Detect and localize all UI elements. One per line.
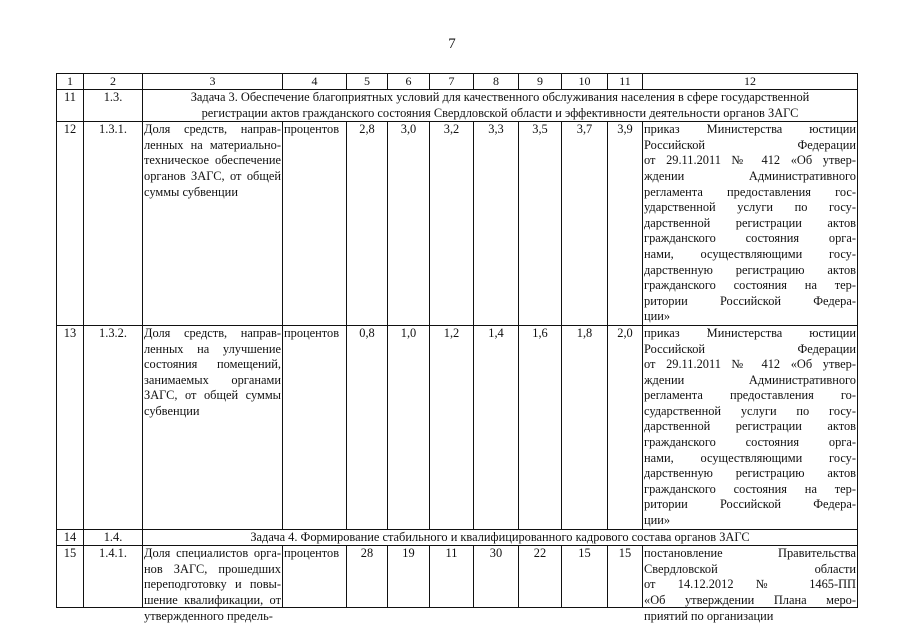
source-document-line: ударственной услуги по госу- xyxy=(644,200,856,215)
source-document-line: ритории Российской Федера- xyxy=(644,497,856,512)
column-number-cell: 11 xyxy=(608,74,643,90)
value-cell: 28 xyxy=(347,546,388,608)
column-number-cell: 1 xyxy=(57,74,84,90)
indicator-name-line: нов ЗАГС, прошедших xyxy=(144,561,281,576)
row-number-cell: 11 xyxy=(57,90,84,122)
indicator-name-line: шение квалификации, от xyxy=(144,593,281,607)
indicator-name-line: техническое обеспечение xyxy=(144,153,281,168)
column-number-cell: 12 xyxy=(643,74,858,90)
task-title-line: регистрации актов гражданского состояния Свердловской области и эффективности деятельности органов ЗАГС xyxy=(201,105,799,120)
row-code-cell: 1.4.1. xyxy=(84,546,143,608)
value-cell: 15 xyxy=(608,546,643,608)
value-cell: 2,0 xyxy=(608,325,643,529)
row-code-cell: 1.4. xyxy=(84,529,143,546)
value-cell: 3,9 xyxy=(608,122,643,326)
source-document-line: дарственной регистрации актов xyxy=(644,215,856,230)
indicator-name-line: переподготовку и повы- xyxy=(144,577,281,592)
column-number-cell: 2 xyxy=(84,74,143,90)
source-document-line: нами, осуществляющими госу- xyxy=(644,450,856,465)
source-document-line: ции» xyxy=(644,513,671,528)
indicator-name-line: ленных на материально- xyxy=(144,137,281,152)
value-cell: 0,8 xyxy=(347,325,388,529)
source-document-line: от 29.11.2011 № 412 «Об утвер- xyxy=(644,153,856,168)
indicator-name-line: органов ЗАГС, от общей xyxy=(144,168,281,183)
indicator-row xyxy=(57,122,858,326)
task-row xyxy=(57,529,858,546)
source-document-line: Российской Федерации xyxy=(644,341,856,356)
column-number-cell: 4 xyxy=(283,74,347,90)
indicator-name-line: утвержденного предель- xyxy=(144,608,273,623)
cell-clip xyxy=(644,546,856,623)
value-cell: 3,5 xyxy=(519,122,562,326)
source-document-line: постановление Правительства xyxy=(644,546,856,561)
source-document-line: Российской Федерации xyxy=(644,137,856,152)
unit-cell: процентов xyxy=(283,546,347,608)
source-document-cell xyxy=(643,325,858,529)
task-title-line: Задача 4. Формирование стабильного и квалифицированного кадрового состава органов ЗАГС xyxy=(250,529,750,544)
indicator-name-line: Доля специалистов орга- xyxy=(144,546,281,561)
column-number-cell: 10 xyxy=(562,74,608,90)
value-cell: 22 xyxy=(519,546,562,608)
task-row xyxy=(57,90,858,122)
row-code-cell: 1.3.1. xyxy=(84,122,143,326)
indicator-name-line: субвенции xyxy=(144,403,200,418)
value-cell: 3,3 xyxy=(474,122,519,326)
source-document-line: гражданского состояния орга- xyxy=(644,231,856,246)
indicator-name-line: Доля средств, направ- xyxy=(144,325,281,340)
source-document-line: дарственную регистрацию актов xyxy=(644,466,856,481)
indicator-name-cell xyxy=(143,122,283,326)
row-code-cell: 1.3. xyxy=(84,90,143,122)
cell-clip xyxy=(144,546,281,623)
source-document-line: гражданского состояния орга- xyxy=(644,435,856,450)
value-cell: 30 xyxy=(474,546,519,608)
row-number-cell: 14 xyxy=(57,529,84,546)
row-number-cell: 13 xyxy=(57,325,84,529)
value-cell: 1,2 xyxy=(430,325,474,529)
indicator-name-line: ЗАГС, от общей суммы xyxy=(144,388,281,403)
source-document-line: приятий по организации xyxy=(644,608,774,623)
value-cell: 3,7 xyxy=(562,122,608,326)
source-document-line: нами, осуществляющими госу- xyxy=(644,246,856,261)
indicator-name-line: суммы субвенции xyxy=(144,184,238,199)
indicator-name-line: состояния помещений, xyxy=(144,357,281,372)
source-document-line: регламента предоставления гос- xyxy=(644,184,856,199)
source-document-line: дарственной регистрации актов xyxy=(644,419,856,434)
source-document-line: гражданского состояния на тер- xyxy=(644,481,856,496)
source-document-line: от 29.11.2011 № 412 «Об утвер- xyxy=(644,357,856,372)
source-document-line: приказ Министерства юстиции xyxy=(644,325,856,340)
row-code-cell: 1.3.2. xyxy=(84,325,143,529)
source-document-line: ритории Российской Федера- xyxy=(644,293,856,308)
source-document-line: приказ Министерства юстиции xyxy=(644,122,856,137)
indicators-table xyxy=(56,73,858,623)
source-document-line: Свердловской области xyxy=(644,561,856,576)
column-number-row xyxy=(57,74,858,90)
source-document-line: регламента предоставления го- xyxy=(644,388,856,403)
value-cell: 1,8 xyxy=(562,325,608,529)
indicator-name-line: ленных на улучшение xyxy=(144,341,281,356)
value-cell: 1,4 xyxy=(474,325,519,529)
value-cell: 3,0 xyxy=(388,122,430,326)
task-title-line: Задача 3. Обеспечение благоприятных условий для качественного обслуживания населения в сфере государственной xyxy=(190,90,810,104)
column-number-cell: 5 xyxy=(347,74,388,90)
indicator-name-line: занимаемых органами xyxy=(144,372,281,387)
column-number-cell: 3 xyxy=(143,74,283,90)
unit-cell: процентов xyxy=(283,325,347,529)
indicator-name-cell xyxy=(143,325,283,529)
source-document-line: от 14.12.2012 № 1465-ПП xyxy=(644,577,856,592)
value-cell: 11 xyxy=(430,546,474,608)
source-document-line: сударственной услуги по госу- xyxy=(644,403,856,418)
column-number-cell: 6 xyxy=(388,74,430,90)
row-number-cell: 15 xyxy=(57,546,84,608)
task-title-cell xyxy=(143,529,858,546)
source-document-cell xyxy=(643,546,858,623)
value-cell: 1,0 xyxy=(388,325,430,529)
column-number-cell: 8 xyxy=(474,74,519,90)
indicator-name-cell xyxy=(143,546,283,623)
row-number-cell: 12 xyxy=(57,122,84,326)
source-document-line: ции» xyxy=(644,309,671,324)
indicator-row xyxy=(57,325,858,529)
source-document-line: дарственную регистрацию актов xyxy=(644,262,856,277)
value-cell: 1,6 xyxy=(519,325,562,529)
column-number-cell: 7 xyxy=(430,74,474,90)
source-document-line: гражданского состояния на тер- xyxy=(644,278,856,293)
source-document-line: «Об утверждении Плана меро- xyxy=(644,593,856,607)
value-cell: 3,2 xyxy=(430,122,474,326)
indicator-row xyxy=(57,546,858,608)
source-document-line: ждении Административного xyxy=(644,372,856,387)
unit-cell: процентов xyxy=(283,122,347,326)
value-cell: 19 xyxy=(388,546,430,608)
source-document-cell xyxy=(643,122,858,326)
source-document-line: ждении Административного xyxy=(644,168,856,183)
page-number: 7 xyxy=(448,36,456,52)
column-number-cell: 9 xyxy=(519,74,562,90)
task-title-cell xyxy=(143,90,858,122)
indicator-name-line: Доля средств, направ- xyxy=(144,122,281,137)
value-cell: 2,8 xyxy=(347,122,388,326)
value-cell: 15 xyxy=(562,546,608,608)
